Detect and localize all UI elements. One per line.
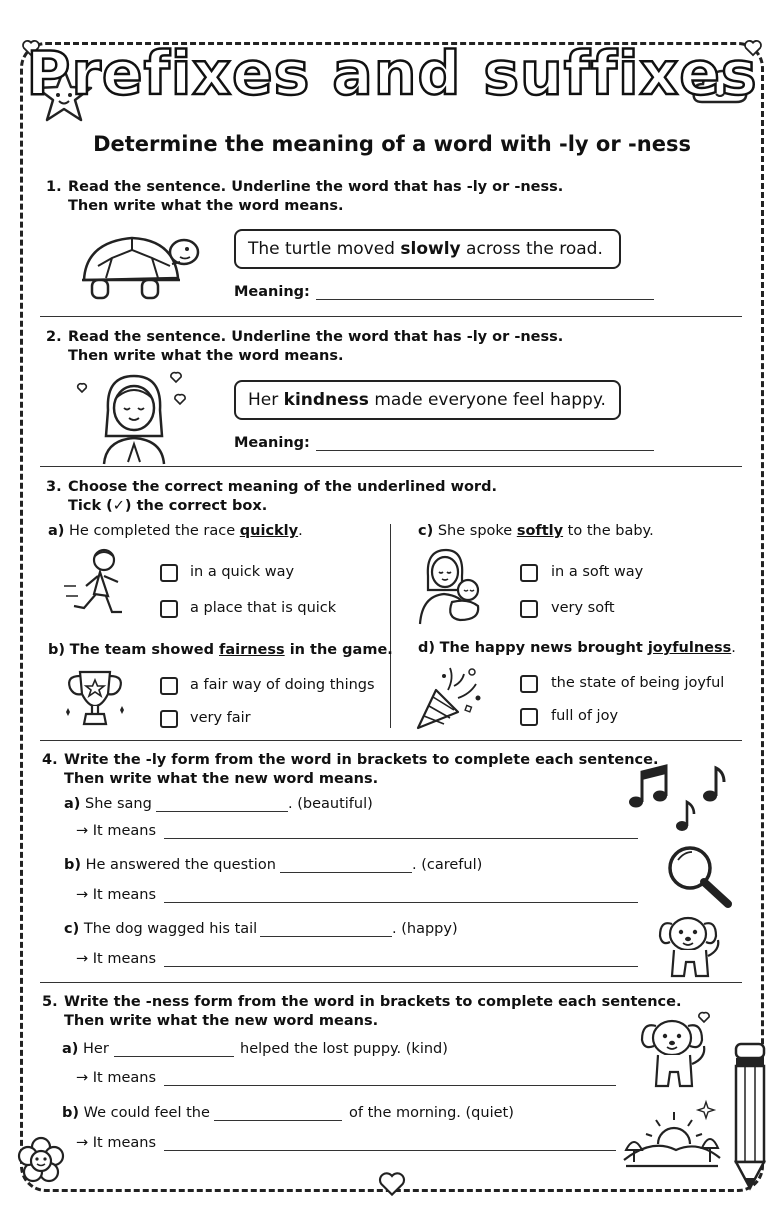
q3b-prompt: b) The team showed fairness in the game. [48,642,393,658]
q2-meaning-input[interactable] [316,450,654,451]
q5a-means-label: → It means [76,1070,157,1086]
q3c-option1-checkbox[interactable] [520,564,538,582]
divider [40,466,742,467]
divider [40,740,742,741]
party-popper-icon [414,664,484,732]
q1-meaning-input[interactable] [316,299,654,300]
q3b-option2-label: very fair [190,710,251,726]
q4c-hint: . (happy) [392,921,458,937]
sunrise-icon [622,1100,722,1168]
q3a-option2-label: a place that is quick [190,600,337,616]
pencil-icon [730,1042,770,1194]
q3d-option2-checkbox[interactable] [520,708,538,726]
puppy-icon [654,910,726,982]
q4c-sentence: c) The dog wagged his tail [64,921,258,937]
q3b-option2-checkbox[interactable] [160,710,178,728]
heart-icon [378,1172,406,1196]
q5-instructions: 5. Write the -ness form from the word in brackets to complete each sentence. Then write what the new word means. [42,994,682,1029]
q4c-means-input[interactable] [164,966,638,967]
q3-instructions: 3. Choose the correct meaning of the underlined word. Tick (✓) the correct box. [46,479,497,514]
q3a-option2-checkbox[interactable] [160,600,178,618]
q2-meaning-label: Meaning: [234,435,310,451]
q1-sentence-box: The turtle moved slowly across the road. [234,229,621,269]
q4c-answer-input[interactable] [260,936,392,937]
q4b-means-label: → It means [76,887,157,903]
magnifier-icon [664,844,736,910]
q5b-sentence: b) We could feel the [62,1105,210,1121]
music-notes-icon [626,762,732,836]
divider [40,982,742,983]
q4a-answer-input[interactable] [156,811,288,812]
boy-running-icon [64,546,132,624]
q4c-means-label: → It means [76,951,157,967]
q5a-answer-input[interactable] [114,1056,234,1057]
q3c-option2-label: very soft [551,600,615,616]
divider [40,316,742,317]
q3c-option2-checkbox[interactable] [520,600,538,618]
q4a-means-label: → It means [76,823,157,839]
q3c-option1-label: in a soft way [551,564,644,580]
girl-icon [78,370,188,466]
q4b-hint: . (careful) [412,857,483,873]
q3b-option1-checkbox[interactable] [160,677,178,695]
trophy-icon [62,668,128,732]
page-title: Prefixes and suffixes [26,39,758,109]
q5b-answer-input[interactable] [214,1120,342,1121]
q3a-option1-label: in a quick way [190,564,295,580]
q1-meaning-label: Meaning: [234,284,310,300]
q4b-means-input[interactable] [164,902,638,903]
q5a-means-input[interactable] [164,1085,616,1086]
q5b-means-input[interactable] [164,1150,616,1151]
q4b-answer-input[interactable] [280,872,412,873]
page-subtitle: Determine the meaning of a word with -ly or -ness [93,132,691,156]
q3b-option1-label: a fair way of doing things [190,677,375,693]
q3d-option1-checkbox[interactable] [520,675,538,693]
q5a-sentence: a) Her [62,1041,109,1057]
q2-instructions: 2. Read the sentence. Underline the word that has -ly or -ness. Then write what the word means. [46,329,564,364]
q3d-prompt: d) The happy news brought joyfulness. [418,640,736,656]
puppy-icon [636,1010,714,1092]
q2-sentence-box: Her kindness made everyone feel happy. [234,380,621,420]
q3d-option1-label: the state of being joyful [551,675,725,691]
column-divider [390,524,391,728]
mother-baby-icon [416,546,486,626]
q1-instructions: 1. Read the sentence. Underline the word that has -ly or -ness. Then write what the word means. [46,179,564,214]
q5b-means-label: → It means [76,1135,157,1151]
q3d-option2-label: full of joy [551,708,619,724]
q3a-option1-checkbox[interactable] [160,564,178,582]
q4a-sentence: a) She sang [64,796,152,812]
turtle-icon [76,224,202,304]
q4a-means-input[interactable] [164,838,638,839]
q5b-hint: of the morning. (quiet) [349,1105,514,1121]
flower-icon [16,1136,66,1186]
q4-instructions: 4. Write the -ly form from the word in brackets to complete each sentence. Then write what the new word means. [42,752,659,787]
q4a-hint: . (beautiful) [288,796,373,812]
q3c-prompt: c) She spoke softly to the baby. [418,523,654,539]
q5a-hint: helped the lost puppy. (kind) [240,1041,448,1057]
q3a-prompt: a) He completed the race quickly. [48,523,303,539]
q4b-sentence: b) He answered the question [64,857,276,873]
